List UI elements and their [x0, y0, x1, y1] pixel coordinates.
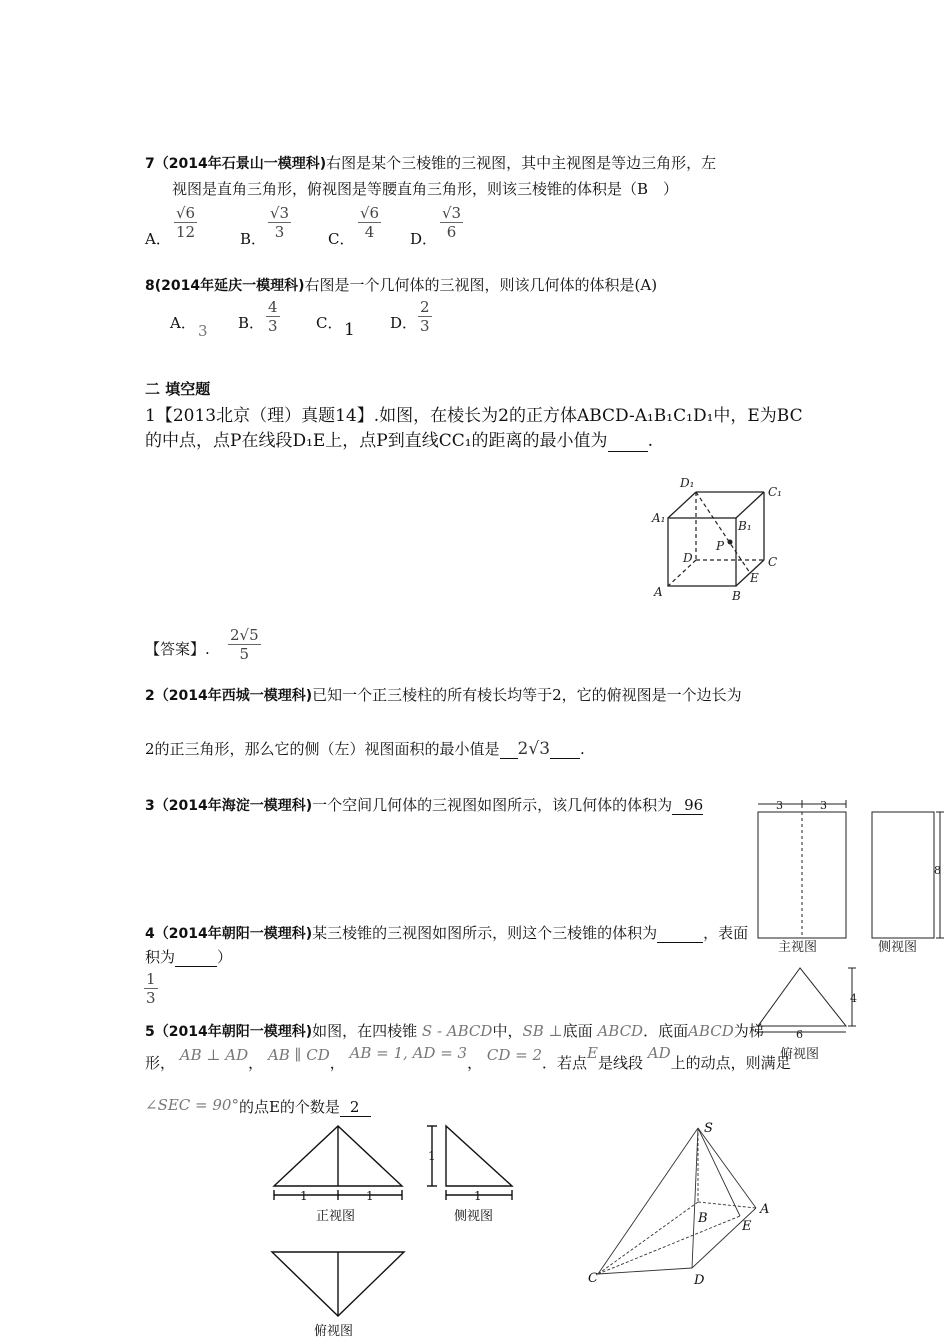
fill3-label-top: 俯视图: [780, 1047, 820, 1062]
fill5-label-front: 正视图: [316, 1209, 356, 1224]
q7-opt-d-label: D．: [410, 230, 438, 248]
fill5-math-lengths: AB = 1, AD = 3: [349, 1044, 468, 1062]
fill3-heading: 3（2014年海淀一模理科): [145, 798, 313, 814]
fill4-answer-frac: $\frac{1}{3}$: [146, 970, 156, 1007]
fill3-dim-8: 8: [934, 864, 941, 877]
fill5-label-side: 侧视图: [454, 1209, 494, 1224]
q7-opt-c-label: C．: [328, 230, 355, 248]
q8-opt-b-label: B．: [238, 314, 265, 332]
fill5-view-dim-left: 1: [300, 1189, 308, 1203]
cube-label-p: P: [716, 539, 725, 553]
q8-opt-c-label: C．: [316, 314, 343, 332]
fill4-text1-end: ，表面: [703, 924, 749, 942]
pyramid-label-s: S: [704, 1121, 713, 1136]
fill3-text: 一个空间几何体的三视图如图所示，该几何体的体积为: [312, 796, 673, 814]
fill5-line1: [145, 1020, 764, 1041]
cube-label-d: D: [683, 551, 693, 565]
fill2-line1: [145, 684, 742, 705]
fill5-heading: 5（2014年朝阳一模理科): [145, 1024, 313, 1040]
fill5-line3: [145, 1096, 371, 1117]
fill4-line1: [145, 922, 748, 943]
fill5-math-ab-parallel-cd: AB ∥ CD: [267, 1046, 330, 1064]
fill5-math-abad: AB ⊥ AD: [179, 1046, 249, 1064]
fill3-dim-4: 4: [850, 992, 857, 1005]
fill2-heading: 2（2014年西城一模理科): [145, 688, 313, 704]
fill1-period: .: [647, 431, 653, 451]
fill5-text2c: 是线段: [598, 1054, 644, 1072]
cube-figure: [650, 472, 790, 604]
fill5-math-sabcd: S - ABCD: [421, 1022, 493, 1040]
fill5-text1c: 底面: [562, 1022, 593, 1040]
q8-opt-c-value: 1: [344, 320, 355, 340]
fill3-label-front: 主视图: [778, 940, 818, 955]
pyramid-label-e: E: [742, 1219, 752, 1234]
fill3-line: [145, 794, 703, 815]
fill5-math-cd: CD = 2: [486, 1046, 543, 1064]
fill5-math-abcd: ABCD: [597, 1022, 644, 1040]
fill5-math-ad: AD: [647, 1044, 671, 1062]
q8-heading: 8(2014年延庆一模理科): [145, 278, 305, 294]
q7-line1: [145, 152, 716, 173]
fill5-view-dim-right: 1: [366, 1189, 374, 1203]
q8-opt-d-frac: $\frac{2}{3}$: [420, 298, 430, 335]
cube-label-a: A: [654, 585, 663, 599]
fill5-math-e: E: [587, 1044, 598, 1062]
fill5-text2d: 上的动点，则满足: [670, 1054, 791, 1072]
fill5-text1b: 中，: [492, 1022, 523, 1040]
q8-text: 右图是一个几何体的三视图，则该几何体的体积是(A): [304, 276, 658, 294]
fill2-text1: 已知一个正三棱柱的所有棱长均等于2，它的俯视图是一个边长为: [312, 686, 742, 704]
fill3-dim-6: 6: [796, 1028, 803, 1041]
fill1-answer-label: 【答案】.: [145, 640, 210, 658]
fill1-answer-frac: $\frac{2√5}{5}$: [230, 626, 259, 663]
cube-label-a1: A₁: [652, 511, 666, 525]
cube-label-b: B: [732, 589, 741, 603]
cube-label-d1: D₁: [680, 476, 695, 490]
q8-line: [145, 274, 657, 295]
fill5-label-top: 俯视图: [314, 1324, 354, 1339]
q8-opt-b-frac: $\frac{4}{3}$: [268, 298, 278, 335]
fill1-line1: [145, 401, 803, 426]
fill5-text2a: 形，: [145, 1054, 176, 1072]
fill5-math-abcd2: ABCD: [688, 1022, 734, 1040]
fill3-label-side: 侧视图: [878, 940, 918, 955]
fill5-three-views: [268, 1120, 528, 1342]
fill1-blank: [608, 431, 648, 452]
fill5-view-dim-side-height: 1: [428, 1149, 436, 1163]
cube-label-e: E: [750, 571, 759, 585]
pyramid-label-a: A: [760, 1202, 770, 1217]
fill1-text1: .如图，在棱长为2的正方体ABCD-A₁B₁C₁D₁中，E为BC: [373, 406, 803, 426]
fill5-text2b: ．若点: [542, 1054, 588, 1072]
fill3-answer: 96: [684, 796, 704, 814]
q7-opt-b-label: B．: [240, 230, 267, 248]
fill1-heading: 1【2013北京（理）真题14】: [145, 406, 374, 426]
fill5-math-sb: SB ⊥: [522, 1022, 563, 1040]
q7-text2: 视图是直角三角形，俯视图是等腰直角三角形，则该三棱锥的体积是（B ）: [172, 180, 679, 198]
fill4-text1: 某三棱锥的三视图如图所示，则这个三棱锥的体积为: [312, 924, 658, 942]
fill5-view-dim-side-width: 1: [474, 1189, 482, 1203]
q8-opt-d-label: D．: [390, 314, 418, 332]
pyramid-label-d: D: [694, 1273, 705, 1288]
fill5-line2: 形， AB ⊥ AD， AB ∥ CD， AB = 1, AD = 3， CD = 2．若点E是线段 AD上的动点，则满足: [145, 1044, 791, 1072]
fill3-dim-3a: 3: [776, 799, 783, 812]
q8-opt-a-label: A．: [170, 314, 196, 332]
q7-text1: 右图是某个三棱锥的三视图，其中主视图是等边三角形，左: [326, 154, 717, 172]
q7-opt-c-frac: $\frac{√6}{4}$: [360, 204, 380, 241]
fill3-three-views: [750, 796, 945, 1066]
fill1-text2: 的中点，点P在线段D₁E上，点P到直线CC₁的距离的最小值为: [145, 431, 608, 451]
fill5-text1d: ．底面: [643, 1022, 689, 1040]
q7-heading: 7（2014年石景山一模理科): [145, 156, 327, 172]
cube-label-b1: B₁: [738, 519, 752, 533]
fill5-text1a: 如图，在四棱锥: [312, 1022, 418, 1040]
fill2-answer: 2√3: [517, 739, 551, 759]
pyramid-label-b: B: [698, 1211, 708, 1226]
pyramid-label-c: C: [588, 1271, 598, 1286]
q7-opt-a-frac: $\frac{√6}{12}$: [176, 204, 196, 241]
pyramid-figure: [580, 1118, 790, 1294]
fill4-heading: 4（2014年朝阳一模理科): [145, 926, 313, 942]
fill5-answer: 2: [349, 1098, 360, 1116]
fill5-text1e: 为梯: [733, 1022, 764, 1040]
q8-opt-a-value: 3: [198, 322, 208, 340]
q7-opt-b-frac: $\frac{√3}{3}$: [270, 204, 290, 241]
fill2-period: .: [580, 740, 585, 758]
fill4-text2: 积为: [145, 948, 176, 966]
fill5-text3: 的点E的个数是: [238, 1098, 340, 1116]
cube-label-c1: C₁: [768, 485, 782, 499]
fill4-line2: [145, 946, 232, 967]
cube-label-c: C: [768, 555, 778, 569]
section-title: 二 填空题: [145, 380, 211, 398]
fill2-line2: [145, 738, 585, 759]
fill2-text2: 2的正三角形，那么它的侧（左）视图面积的最小值是: [145, 740, 500, 758]
fill5-math-angle: ∠SEC = 90°: [145, 1096, 239, 1114]
fill3-dim-3b: 3: [820, 799, 827, 812]
fill4-text2-end: ）: [217, 948, 233, 966]
q7-opt-d-frac: $\frac{√3}{6}$: [442, 204, 462, 241]
q7-opt-a-label: A．: [145, 230, 171, 248]
fill1-line2: [145, 426, 653, 452]
